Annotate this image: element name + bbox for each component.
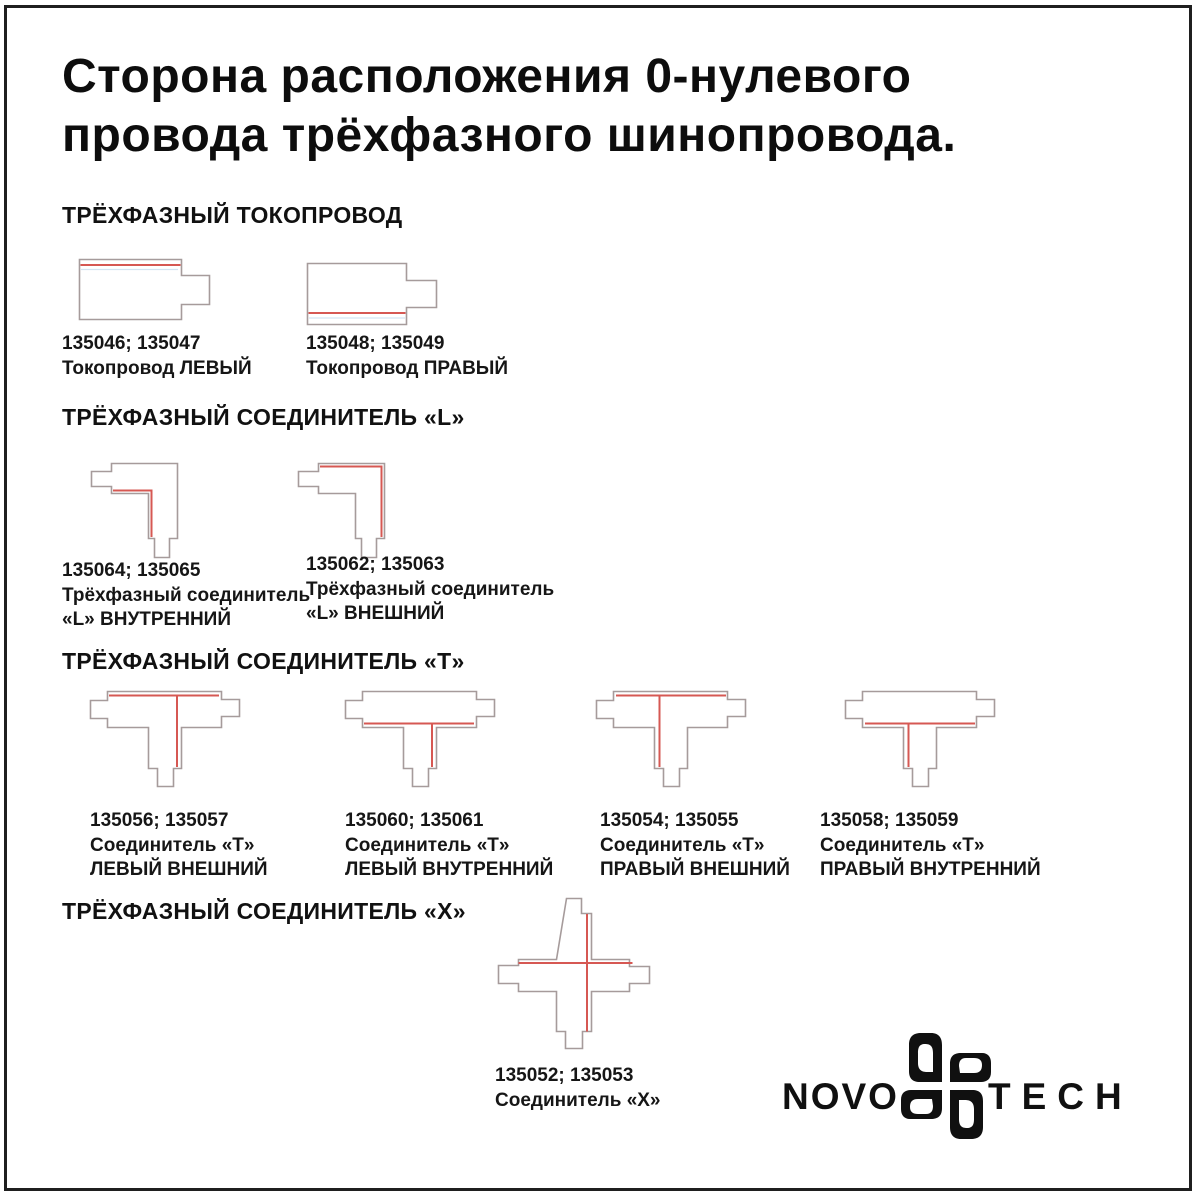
item-name-2: ПРАВЫЙ ВНЕШНИЙ xyxy=(600,859,790,880)
t-connector-outline xyxy=(346,692,495,787)
item-label-l-inner xyxy=(62,559,310,633)
novotech-flower-icon xyxy=(890,1030,1002,1142)
item-name: Трёхфазный соединитель xyxy=(306,578,555,600)
section-header-track: ТРЁХФАЗНЫЙ ТОКОПРОВОД xyxy=(62,202,403,228)
item-label-x-connector xyxy=(495,1064,661,1113)
item-label-t-left-outer xyxy=(90,809,268,883)
neutral-wire-line xyxy=(616,696,726,768)
item-name: Соединитель «Т» xyxy=(90,834,255,856)
l-connector-outline xyxy=(92,464,178,558)
item-label-track-right xyxy=(306,332,508,381)
item-name-2: ЛЕВЫЙ ВНЕШНИЙ xyxy=(90,859,268,880)
track-right-drawing xyxy=(306,261,438,327)
l-connector-outline xyxy=(299,464,385,558)
neutral-wire-line xyxy=(865,724,975,768)
novotech-logo xyxy=(780,1028,1190,1156)
item-label-t-left-inner xyxy=(345,809,553,883)
item-name: Трёхфазный соединитель xyxy=(62,584,311,606)
item-name: Токопровод ПРАВЫЙ xyxy=(306,357,509,379)
neutral-wire-line xyxy=(113,491,152,538)
item-code: 135048; 135049 xyxy=(306,333,445,354)
t-connector-outline xyxy=(846,692,995,787)
item-name: Соединитель «Т» xyxy=(600,834,765,856)
item-label-l-outer xyxy=(306,553,554,627)
title-line-2: провода трёхфазного шинопровода. xyxy=(62,109,957,162)
section-header-l-connector: ТРЁХФАЗНЫЙ СОЕДИНИТЕЛЬ «L» xyxy=(62,404,465,430)
section-header-t-connector: ТРЁХФАЗНЫЙ СОЕДИНИТЕЛЬ «Т» xyxy=(62,648,465,674)
neutral-wire-line xyxy=(320,467,382,538)
title-line-1: Сторона расположения 0-нулевого xyxy=(62,50,912,103)
item-code: 135054; 135055 xyxy=(600,810,739,831)
item-name-2: «L» ВНУТРЕННИЙ xyxy=(62,609,231,630)
t-connector-outline xyxy=(91,692,240,787)
t-connector-outline xyxy=(597,692,746,787)
item-label-t-right-inner xyxy=(820,809,1041,883)
section-header-x-connector: ТРЁХФАЗНЫЙ СОЕДИНИТЕЛЬ «Х» xyxy=(62,898,466,924)
item-code: 135060; 135061 xyxy=(345,810,484,831)
neutral-wire-line xyxy=(109,696,219,768)
item-name-2: ПРАВЫЙ ВНУТРЕННИЙ xyxy=(820,859,1041,880)
item-code: 135062; 135063 xyxy=(306,554,445,575)
l-connector-inner-drawing xyxy=(88,460,180,560)
item-code: 135052; 135053 xyxy=(495,1065,634,1086)
logo-text-novo: NOVO xyxy=(782,1076,899,1117)
item-name: Токопровод ЛЕВЫЙ xyxy=(62,357,252,379)
t-connector-left-inner-drawing xyxy=(343,687,496,789)
item-name: Соединитель «Т» xyxy=(820,834,985,856)
item-name: Соединитель «Х» xyxy=(495,1089,661,1111)
logo-text-tech: TECH xyxy=(988,1076,1133,1117)
item-code: 135058; 135059 xyxy=(820,810,959,831)
track-left-drawing xyxy=(78,257,211,322)
flower-petals xyxy=(901,1033,991,1139)
t-connector-right-outer-drawing xyxy=(594,687,747,789)
item-label-t-right-outer xyxy=(600,809,790,883)
item-name-2: «L» ВНЕШНИЙ xyxy=(306,603,445,624)
t-connector-right-inner-drawing xyxy=(843,687,996,789)
track-left-outline xyxy=(80,260,210,320)
item-code: 135064; 135065 xyxy=(62,560,201,581)
x-connector-outline xyxy=(499,899,650,1049)
track-right-outline xyxy=(308,264,437,325)
page-title xyxy=(62,47,956,165)
neutral-wire-line xyxy=(519,914,633,1032)
item-code: 135046; 135047 xyxy=(62,333,201,354)
item-name-2: ЛЕВЫЙ ВНУТРЕННИЙ xyxy=(345,859,554,880)
l-connector-outer-drawing xyxy=(295,460,387,560)
item-name: Соединитель «Т» xyxy=(345,834,510,856)
item-code: 135056; 135057 xyxy=(90,810,229,831)
neutral-wire-line xyxy=(364,724,474,768)
item-label-track-left xyxy=(62,332,252,381)
t-connector-left-outer-drawing xyxy=(88,687,241,789)
x-connector-drawing xyxy=(497,896,651,1051)
